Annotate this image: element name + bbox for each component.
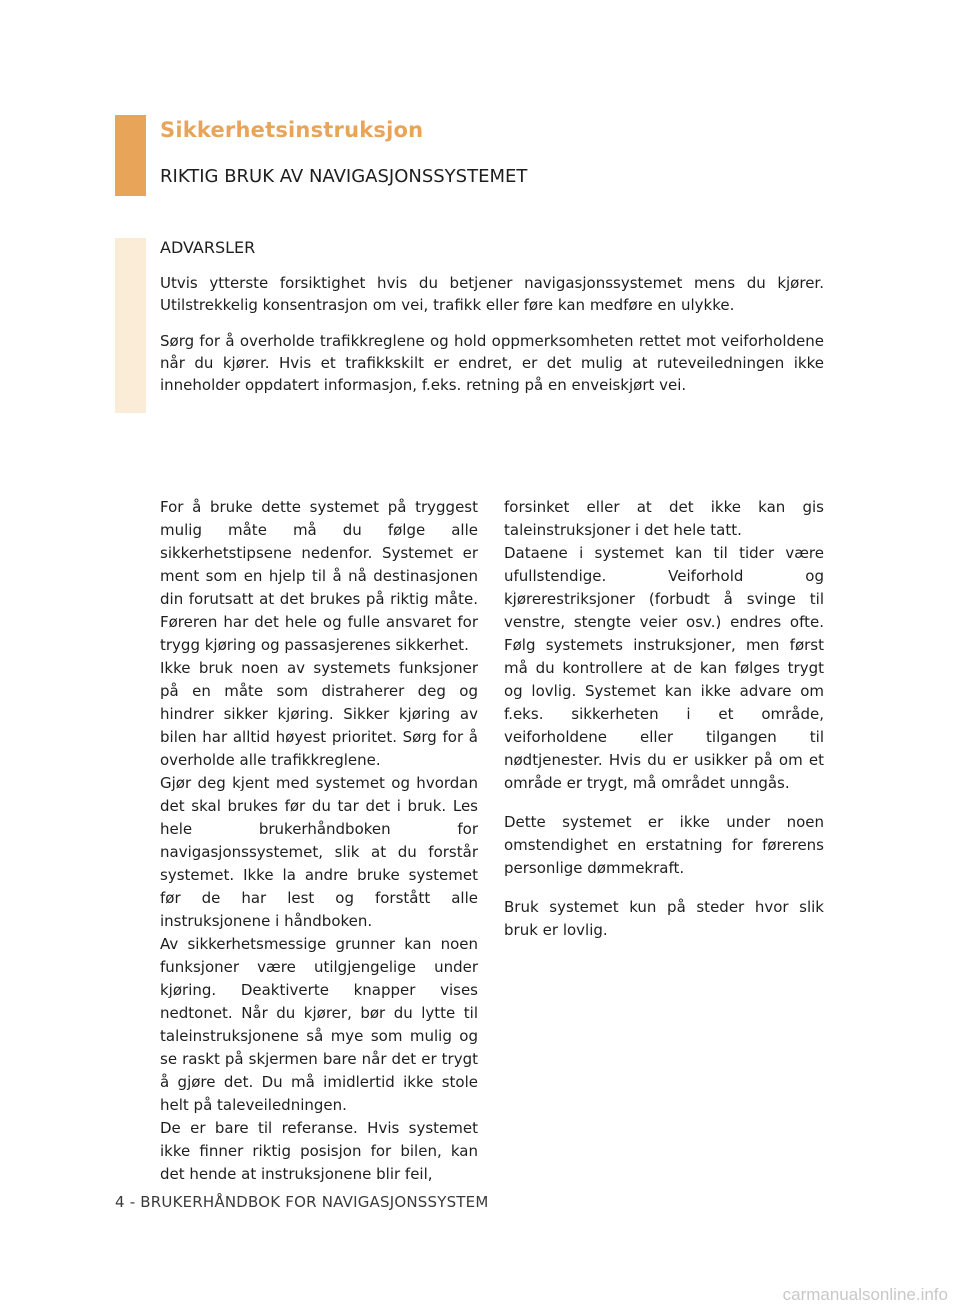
page-title: Sikkerhetsinstruksjon xyxy=(160,118,424,142)
body-paragraph: Dette systemet er ikke under noen omstendighet en erstatning for førerens personlige dømmekraft. xyxy=(504,813,824,877)
warning-paragraph: Sørg for å overholde trafikkreglene og hold oppmerksomheten rettet mot veiforholdene når du kjører. Hvis et trafikkskilt er endret, er det mulig at ruteveiledningen ikke inneholder oppdatert informasjon, f.eks. retning på en enveiskjørt vei. xyxy=(160,332,824,394)
body-column-left xyxy=(160,496,478,1186)
warning-box xyxy=(160,238,824,410)
body-paragraph: Ikke bruk noen av systemets funksjoner på en måte som distraherer deg og hindrer sikker kjøring. Sikker kjøring av bilen har alltid høyest prioritet. Sørg for å overholde alle trafikkreglene. xyxy=(160,659,478,769)
warning-accent-strip xyxy=(115,238,146,413)
watermark: carmanualsonline.info xyxy=(782,1285,948,1304)
warning-heading: ADVARSLER xyxy=(160,238,256,257)
warning-paragraph: Utvis ytterste forsiktighet hvis du betjener navigasjonssystemet mens du kjører. Utilstrekkelig konsentrasjon om vei, trafikk eller føre kan medføre en ulykke. xyxy=(160,274,824,314)
section-accent-bar xyxy=(115,115,146,196)
body-column-right xyxy=(504,496,824,942)
body-paragraph: Av sikkerhetsmessige grunner kan noen funksjoner være utilgjengelige under kjøring. Deaktiverte knapper vises nedtonet. Når du kjører, bør du lytte til taleinstruksjonene så mye som mulig og se raskt på skjermen bare når det er trygt å gjøre det. Du må imidlertid ikke stole helt på taleveiledningen. xyxy=(160,935,478,1114)
body-paragraph: De er bare til referanse. Hvis systemet ikke finner riktig posisjon for bilen, kan det hende at instruksjonene blir feil, xyxy=(160,1119,478,1183)
body-paragraph: For å bruke dette systemet på tryggest mulig måte må du følge alle sikkerhetstipsene nedenfor. Systemet er ment som en hjelp til å nå destinasjonen din forutsatt at det brukes på riktig måte. Føreren har det hele og fulle ansvaret for trygg kjøring og passasjerenes sikkerhet. xyxy=(160,498,478,654)
body-paragraph: Gjør deg kjent med systemet og hvordan det skal brukes før du tar det i bruk. Les hele brukerhåndboken for navigasjonssystemet, slik at du forstår systemet. Ikke la andre bruke systemet før de har lest og forstått alle instruksjonene i håndboken. xyxy=(160,774,478,930)
section-subtitle: RIKTIG BRUK AV NAVIGASJONSSYSTEMET xyxy=(160,166,528,187)
body-paragraph: Dataene i systemet kan til tider være ufullstendige. Veiforhold og kjørerestriksjoner (forbudt å svinge til venstre, stengte veier osv.) endres ofte. Følg systemets instruksjoner, men først må du kontrollere at de kan følges trygt og lovlig. Systemet kan ikke advare om f.eks. sikkerheten i et område, veiforholdene eller tilgangen til nødtjenester. Hvis du er usikker på om et område er trygt, må området unngås. xyxy=(504,544,824,792)
page-footer: 4 - BRUKERHÅNDBOK FOR NAVIGASJONSSYSTEM xyxy=(115,1193,489,1211)
body-paragraph: forsinket eller at det ikke kan gis taleinstruksjoner i det hele tatt. xyxy=(504,498,824,539)
body-paragraph: Bruk systemet kun på steder hvor slik bruk er lovlig. xyxy=(504,898,824,939)
